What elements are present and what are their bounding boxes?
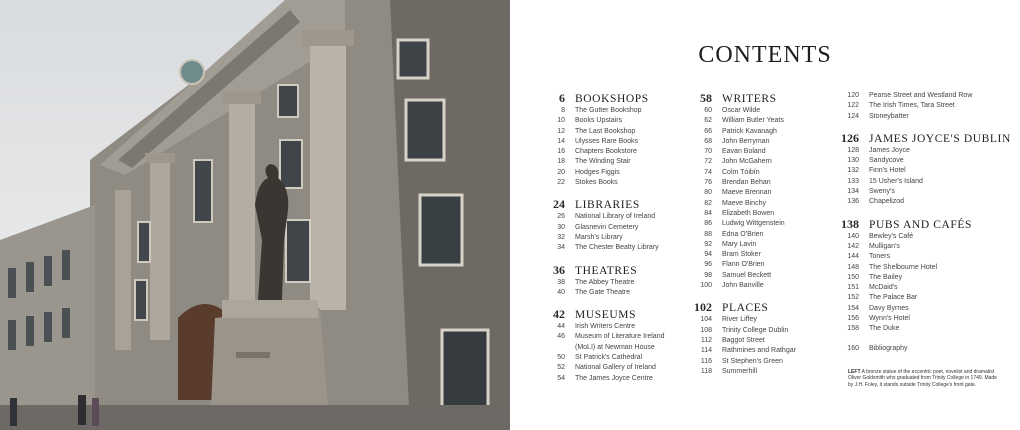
contents-section xyxy=(833,131,1011,208)
contents-entry xyxy=(686,106,796,116)
contents-entry xyxy=(833,187,1011,197)
section-page-number: 6 xyxy=(559,91,565,105)
entry-title: Baggot Street xyxy=(722,336,765,344)
entry-title: The James Joyce Centre xyxy=(575,374,653,382)
contents-section xyxy=(833,344,1011,354)
entry-page-number: 32 xyxy=(557,233,565,241)
entry-page-number: 60 xyxy=(704,107,712,114)
contents-column-1 xyxy=(539,91,665,393)
entry-page-number: 136 xyxy=(847,198,859,206)
contents-entry xyxy=(686,199,796,209)
section-title: PUBS AND CAFÉS xyxy=(869,218,972,231)
entry-title: Brendan Behan xyxy=(722,179,771,187)
contents-entry xyxy=(686,250,796,260)
entry-page-number: 158 xyxy=(847,325,859,333)
entry-title: Sweny's xyxy=(869,188,895,196)
entry-page-number: 16 xyxy=(557,148,565,156)
entry-page-number: 151 xyxy=(847,284,859,292)
entry-title: Edna O'Brien xyxy=(722,230,764,238)
entry-title: The Abbey Theatre xyxy=(575,278,635,286)
entry-title: Bram Stoker xyxy=(722,251,761,259)
entry-page-number: 134 xyxy=(847,188,859,196)
section-heading xyxy=(539,307,665,322)
contents-entry xyxy=(686,230,796,240)
section-heading xyxy=(833,131,1011,146)
entry-title: McDaid's xyxy=(869,284,898,292)
entry-page-number: 54 xyxy=(557,374,565,382)
entry-page-number: 118 xyxy=(700,367,712,375)
entry-title: The Irish Times, Tara Street xyxy=(869,102,955,110)
entry-title: John McGahern xyxy=(722,158,772,166)
contents-entry xyxy=(539,223,665,233)
entry-title: Samuel Beckett xyxy=(722,271,772,279)
contents-section xyxy=(686,300,796,377)
entry-page-number: 116 xyxy=(700,357,712,365)
entry-title: Stoneybatter xyxy=(869,112,909,120)
entry-page-number: 14 xyxy=(557,137,565,145)
entry-title: Finn's Hotel xyxy=(869,167,906,175)
entry-title: Ludwig Wittgenstein xyxy=(722,220,785,228)
entry-title: Marsh's Library xyxy=(575,233,623,241)
entry-title: Trinity College Dublin xyxy=(722,326,789,334)
entry-page-number: 10 xyxy=(557,117,565,125)
entry-page-number: 120 xyxy=(847,92,859,99)
contents-section xyxy=(539,263,665,299)
contents-entry xyxy=(833,273,1011,283)
contents-column-2 xyxy=(686,91,796,386)
contents-entry xyxy=(686,260,796,270)
contents-entry xyxy=(539,106,665,116)
section-heading xyxy=(833,217,1011,232)
entry-title: Wynn's Hotel xyxy=(869,315,910,323)
contents-entry xyxy=(686,281,796,291)
entry-page-number: 144 xyxy=(847,253,859,261)
contents-entry xyxy=(833,304,1011,314)
entry-page-number: 18 xyxy=(557,158,565,166)
section-title: JAMES JOYCE'S DUBLIN xyxy=(869,132,1011,145)
entry-page-number: 68 xyxy=(704,137,712,145)
contents-entry xyxy=(686,346,796,356)
contents-entry xyxy=(833,146,1011,156)
contents-page xyxy=(510,0,1020,430)
entry-title: Pearse Street and Westland Row xyxy=(869,92,973,99)
entry-page-number: 50 xyxy=(557,354,565,362)
entry-page-number: 114 xyxy=(700,347,712,355)
entry-page-number: 160 xyxy=(847,344,859,352)
entry-title: Chapelizod xyxy=(869,198,905,206)
entry-title: Chapters Bookstore xyxy=(575,148,637,156)
contents-entry xyxy=(833,156,1011,166)
contents-entry xyxy=(686,240,796,250)
entry-page-number: 66 xyxy=(704,127,712,135)
contents-entry xyxy=(539,137,665,147)
entry-title: Hodges Figgis xyxy=(575,168,620,176)
contents-entry xyxy=(539,353,665,363)
entry-page-number: 152 xyxy=(847,294,859,302)
contents-entry xyxy=(833,283,1011,293)
entry-page-number: 26 xyxy=(557,213,565,221)
section-title: MUSEUMS xyxy=(575,309,637,322)
caption-label: LEFT xyxy=(848,369,861,375)
entry-page-number: 104 xyxy=(700,316,712,324)
entry-title: John Berryman xyxy=(722,137,770,145)
entry-title: River Liffey xyxy=(722,316,757,324)
section-page-number: 42 xyxy=(553,307,565,322)
section-title: PLACES xyxy=(722,302,769,315)
entry-title: Toners xyxy=(869,253,891,261)
entry-title: Oscar Wilde xyxy=(722,107,761,114)
section-page-number: 36 xyxy=(553,262,565,277)
contents-entry xyxy=(686,336,796,346)
entry-page-number: 133 xyxy=(847,177,859,185)
contents-entry xyxy=(833,232,1011,242)
entry-page-number: 74 xyxy=(704,168,712,176)
entry-page-number: 82 xyxy=(704,199,712,207)
entry-title: (MoLI) at Newman House xyxy=(575,343,655,351)
entry-page-number: 30 xyxy=(557,223,565,231)
entry-page-number: 98 xyxy=(704,271,712,279)
entry-title: The Winding Stair xyxy=(575,158,631,166)
entry-page-number: 38 xyxy=(557,278,565,286)
entry-page-number: 100 xyxy=(700,282,712,290)
contents-entry xyxy=(833,344,1011,354)
entry-title: Eavan Boland xyxy=(722,148,766,156)
contents-entry xyxy=(686,219,796,229)
section-heading xyxy=(539,197,665,212)
entry-title: The Shelbourne Hotel xyxy=(869,263,938,271)
contents-entry xyxy=(686,357,796,367)
entry-page-number: 94 xyxy=(704,251,712,259)
contents-entry xyxy=(833,263,1011,273)
entry-page-number: 156 xyxy=(847,315,859,323)
contents-entry xyxy=(833,112,1011,122)
entry-title: Museum of Literature Ireland xyxy=(575,333,665,341)
contents-entry xyxy=(833,91,1011,101)
section-page-number: 102 xyxy=(694,300,712,315)
entry-page-number: 76 xyxy=(704,179,712,187)
entry-page-number: 150 xyxy=(847,273,859,281)
contents-entry xyxy=(539,374,665,384)
section-title: LIBRARIES xyxy=(575,199,640,212)
entry-title: The Bailey xyxy=(869,273,903,281)
entry-title: Maeve Binchy xyxy=(722,199,766,207)
entry-title: Ulysses Rare Books xyxy=(575,137,639,145)
section-title: WRITERS xyxy=(722,93,777,105)
entry-title: National Gallery of Ireland xyxy=(575,364,656,372)
entry-title: Summerhill xyxy=(722,367,758,375)
contents-section xyxy=(833,217,1011,335)
entry-page-number: 122 xyxy=(847,102,859,110)
entry-page-number: 86 xyxy=(704,220,712,228)
contents-entry xyxy=(539,147,665,157)
entry-title: Maeve Brennan xyxy=(722,189,772,197)
entry-title: Flann O'Brien xyxy=(722,261,765,269)
entry-page-number: 108 xyxy=(700,326,712,334)
entry-page-number: 22 xyxy=(557,179,565,187)
entry-page-number: 52 xyxy=(557,364,565,372)
entry-page-number: 148 xyxy=(847,263,859,271)
contents-entry xyxy=(539,332,665,342)
entry-title: Colm Tóibín xyxy=(722,168,760,176)
contents-entry xyxy=(833,252,1011,262)
entry-page-number: 140 xyxy=(847,232,859,240)
section-page-number: 126 xyxy=(841,130,859,145)
section-title: THEATRES xyxy=(575,264,638,277)
caption-text: A bronze statue of the eccentric poet, novelist and dramatist Oliver Goldsmith who graduated from Trinity College in 1749. Made by J.H. Foley, it stands outside Trinity College's front gate. xyxy=(848,369,997,388)
entry-title: Elizabeth Bowen xyxy=(722,209,775,217)
entry-page-number: 130 xyxy=(847,157,859,165)
entry-title: Bibliography xyxy=(869,344,908,352)
section-heading xyxy=(539,263,665,278)
contents-entry xyxy=(833,324,1011,334)
contents-entry xyxy=(539,157,665,167)
entry-title: St Patrick's Cathedral xyxy=(575,354,643,362)
entry-title: 15 Usher's Island xyxy=(869,177,923,185)
entry-page-number: 70 xyxy=(704,148,712,156)
entry-page-number: 84 xyxy=(704,209,712,217)
entry-title: Irish Writers Centre xyxy=(575,323,636,331)
contents-entry xyxy=(539,127,665,137)
entry-title: Patrick Kavanagh xyxy=(722,127,777,135)
contents-entry xyxy=(686,127,796,137)
entry-page-number: 142 xyxy=(847,242,859,250)
photo-caption xyxy=(848,369,998,388)
contents-entry xyxy=(686,157,796,167)
entry-title: John Banville xyxy=(722,282,764,290)
entry-page-number: 8 xyxy=(561,107,565,114)
entry-title: Sandycove xyxy=(869,157,904,165)
entry-title: Rathmines and Rathgar xyxy=(722,347,796,355)
section-page-number: 24 xyxy=(553,197,565,212)
contents-entry xyxy=(833,166,1011,176)
contents-entry xyxy=(833,293,1011,303)
entry-title: Mary Lavin xyxy=(722,240,757,248)
entry-page-number: 124 xyxy=(847,112,859,120)
contents-entry xyxy=(686,116,796,126)
contents-entry xyxy=(833,177,1011,187)
entry-title: Glasnevin Cemetery xyxy=(575,223,639,231)
entry-page-number: 34 xyxy=(557,244,565,252)
section-heading xyxy=(686,91,796,106)
contents-entry xyxy=(686,178,796,188)
section-page-number: 138 xyxy=(841,216,859,231)
contents-entry xyxy=(539,243,665,253)
contents-entry xyxy=(686,188,796,198)
entry-page-number: 128 xyxy=(847,146,859,154)
contents-entry xyxy=(539,233,665,243)
contents-entry xyxy=(686,326,796,336)
entry-title: The Last Bookshop xyxy=(575,127,636,135)
entry-page-number: 40 xyxy=(557,288,565,296)
entry-title: The Duke xyxy=(869,325,900,333)
contents-entry xyxy=(539,322,665,332)
contents-entry xyxy=(539,212,665,222)
entry-title: The Gutter Bookshop xyxy=(575,107,642,114)
contents-entry xyxy=(539,168,665,178)
entry-title: The Chester Beatty Library xyxy=(575,244,659,252)
section-heading xyxy=(686,300,796,315)
contents-section xyxy=(539,197,665,253)
contents-section xyxy=(686,91,796,291)
entry-title: Mulligan's xyxy=(869,242,900,250)
entry-page-number: 92 xyxy=(704,240,712,248)
entry-page-number: 132 xyxy=(847,167,859,175)
entry-page-number: 96 xyxy=(704,261,712,269)
entry-page-number: 72 xyxy=(704,158,712,166)
contents-entry xyxy=(686,209,796,219)
contents-entry xyxy=(539,343,665,353)
contents-entry xyxy=(686,367,796,377)
contents-entry xyxy=(539,363,665,373)
contents-entry xyxy=(686,271,796,281)
entry-title: Davy Byrnes xyxy=(869,304,909,312)
entry-page-number: 112 xyxy=(700,336,712,344)
contents-entry xyxy=(686,168,796,178)
section-title: BOOKSHOPS xyxy=(575,93,649,105)
entry-page-number: 46 xyxy=(557,333,565,341)
entry-page-number: 154 xyxy=(847,304,859,312)
contents-entry xyxy=(686,137,796,147)
entry-title: James Joyce xyxy=(869,146,910,154)
entry-page-number: 88 xyxy=(704,230,712,238)
section-heading xyxy=(539,91,665,106)
entry-title: Bewley's Café xyxy=(869,232,914,240)
entry-title: The Gate Theatre xyxy=(575,288,631,296)
entry-title: Stokes Books xyxy=(575,179,618,187)
entry-page-number: 80 xyxy=(704,189,712,197)
contents-entry xyxy=(539,288,665,298)
contents-entry xyxy=(833,314,1011,324)
entry-title: Books Upstairs xyxy=(575,117,623,125)
contents-entry xyxy=(833,197,1011,207)
entry-title: St Stephen's Green xyxy=(722,357,783,365)
contents-entry xyxy=(539,116,665,126)
entry-page-number: 44 xyxy=(557,323,565,331)
contents-section xyxy=(539,91,665,188)
entry-title: The Palace Bar xyxy=(869,294,918,302)
entry-page-number: 20 xyxy=(557,168,565,176)
contents-entry xyxy=(833,101,1011,111)
entry-title: National Library of Ireland xyxy=(575,213,656,221)
contents-entry xyxy=(686,147,796,157)
entry-page-number: 62 xyxy=(704,117,712,125)
entry-title: William Butler Yeats xyxy=(722,117,784,125)
contents-column-3 xyxy=(833,91,1011,363)
section-page-number: 58 xyxy=(700,91,712,105)
entry-page-number: 12 xyxy=(557,127,565,135)
contents-section xyxy=(539,307,665,384)
page-title: CONTENTS xyxy=(698,42,832,68)
contents-entry xyxy=(833,242,1011,252)
contents-entry xyxy=(539,278,665,288)
contents-section xyxy=(833,91,1011,122)
contents-entry xyxy=(539,178,665,188)
contents-entry xyxy=(686,315,796,325)
